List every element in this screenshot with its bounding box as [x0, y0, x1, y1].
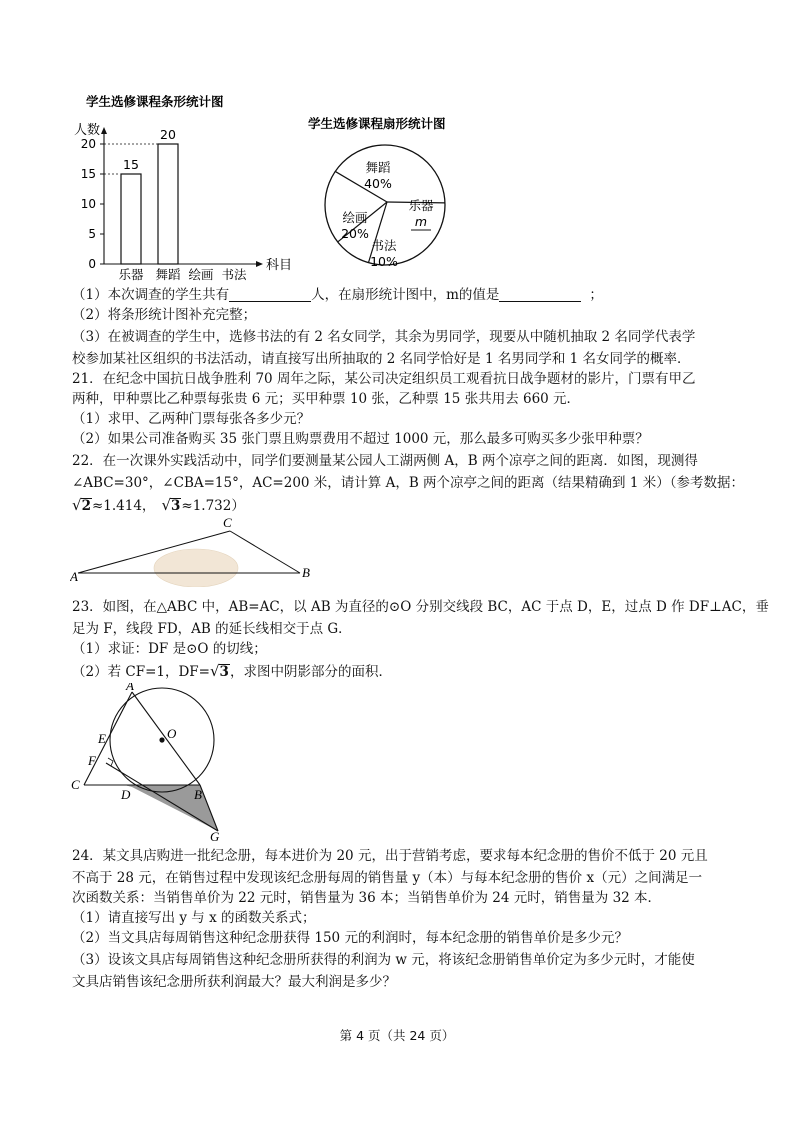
x-category-label: 绘画 [188, 267, 214, 282]
bar-chart [74, 90, 314, 285]
pie-chart [300, 110, 470, 275]
pie-slice-label: 乐器 [408, 198, 434, 213]
x-category-label: 书法 [221, 267, 247, 282]
q23-part1: （1）求证：DF 是⊙O 的切线； [72, 641, 267, 657]
bar-chart-ylabel: 人数 [74, 123, 101, 138]
x-category-label: 乐器 [118, 267, 144, 282]
segment-AB-diameter [132, 692, 200, 785]
pie-slice-value: 20% [341, 226, 369, 241]
point-G-label: G [210, 829, 220, 843]
pie-slice-label: 舞蹈 [365, 160, 391, 175]
pie-slice-label: 书法 [371, 238, 397, 253]
q24-stem-line1: 24．某文具店购进一批纪念册，每本进价为 20 元，出于营销考虑，要求每本纪念册的售价不低于 20 元且 [72, 848, 708, 864]
q22-stem-line1: 22．在一次课外实践活动中，同学们要测量某公园人工湖两侧 A，B 两个凉亭之间的距离．如图，现测得 [72, 453, 698, 469]
pie-chart-title: 学生选修课程扇形统计图 [308, 116, 446, 131]
q21-part1: （1）求甲、乙两种门票每张各多少元？ [72, 411, 311, 427]
bar [121, 174, 141, 264]
bar-data-label: 20 [160, 127, 176, 142]
q24-part1: （1）请直接写出 y 与 x 的函数关系式； [72, 910, 316, 926]
y-tick-label: 15 [80, 167, 96, 181]
figure-22-triangle [70, 515, 315, 587]
point-B-label: B [302, 565, 310, 580]
q20-part3-line2: 校参加某社区组织的书法活动，请直接写出所抽取的 2 名同学恰好是 1 名男同学和 1 名女同学的概率． [72, 351, 691, 367]
bar-chart-title: 学生选修课程条形统计图 [86, 94, 224, 109]
y-tick-label: 0 [88, 257, 96, 271]
answer-blank-total[interactable] [229, 287, 311, 302]
pie-slice-label: 绘画 [342, 210, 368, 225]
q20-part3-line1: （3）在被调查的学生中，选修书法的有 2 名女同学，其余为男同学，现要从中随机抽取 2 名同学代表学 [72, 329, 696, 345]
bar-chart-xlabel: 科目 [266, 258, 293, 273]
point-B-label: B [194, 787, 202, 802]
bar-data-label: 15 [123, 157, 139, 172]
q24-part3-line1: （3）设该文具店每周销售这种纪念册所获得的利润为 w 元，将该纪念册销售单价定为多少元时，才能使 [72, 952, 695, 968]
q21-part2: （2）如果公司准备购买 35 张门票且购票费用不超过 1000 元，那么最多可购买多少张甲种票？ [72, 431, 649, 447]
point-D-label: D [121, 787, 131, 802]
shaded-region [125, 785, 218, 831]
pie-chart-labels [341, 160, 434, 269]
q23-stem-line2: 足为 F，线段 FD，AB 的延长线相交于点 G． [72, 621, 352, 637]
bar [158, 144, 178, 264]
point-F-label: F [88, 753, 96, 768]
page-footer: 第 4 页（共 24 页） [339, 1028, 455, 1043]
point-A-label: A [126, 683, 134, 693]
figure-23-circle [70, 683, 230, 843]
segment-AC [84, 692, 132, 785]
point-O-label: O [167, 726, 177, 741]
point-C-label: C [223, 515, 232, 530]
q22-reference-data: √2≈1.414， √3≈1.732） [72, 496, 245, 514]
q24-part2: （2）当文具店每周销售这种纪念册获得 150 元的利润时，每本纪念册的销售单价是多少元？ [72, 930, 628, 946]
point-C-label: C [71, 777, 80, 792]
q20-part2: （2）将条形统计图补充完整； [72, 307, 257, 323]
q21-stem-line1: 21．在纪念中国抗日战争胜利 70 周年之际，某公司决定组织员工观看抗日战争题材的影片，门票有甲乙 [72, 371, 696, 387]
answer-blank-m[interactable] [499, 287, 581, 302]
x-axis-arrow [256, 261, 263, 267]
bar-chart-categories [118, 267, 247, 282]
q22-stem-line2: ∠ABC=30°，∠CBA=15°，AC=200 米，请计算 A，B 两个凉亭之间的距离（结果精确到 1 米）（参考数据： [72, 475, 744, 491]
lake-ellipse [154, 549, 238, 587]
q24-stem-line2: 不高于 28 元，在销售过程中发现该纪念册每周的销售量 y（本）与每本纪念册的售价 x（元）之间满足一 [72, 870, 703, 886]
bar-chart-axes [101, 127, 263, 267]
q23-stem-line1: 23．如图，在△ABC 中，AB=AC，以 AB 为直径的⊙O 分别交线段 BC，AC 于点 D，E，过点 D 作 DF⊥AC，垂 [72, 599, 769, 615]
pie-slice-value: 40% [364, 176, 392, 191]
center-point-O [159, 737, 164, 742]
q23-part2: （2）若 CF=1，DF=√3，求图中阴影部分的面积． [72, 662, 392, 680]
y-axis-arrow [101, 127, 107, 134]
x-category-label: 舞蹈 [155, 267, 181, 282]
q21-stem-line2: 两种，甲种票比乙种票每张贵 6 元；买甲种票 10 张，乙种票 15 张共用去 660 元． [72, 391, 581, 407]
pie-slice-value: 10% [370, 254, 398, 269]
bar-chart-bars [121, 127, 178, 264]
y-tick-label: 5 [88, 227, 96, 241]
y-tick-label: 10 [80, 197, 96, 211]
segment-CB [230, 531, 300, 573]
q24-part3-line2: 文具店销售该纪念册所获利润最大？最大利润是多少？ [72, 974, 396, 990]
q20-part1: （1）本次调查的学生共有 人，在扇形统计图中，m的值是 ； [72, 287, 603, 303]
q24-stem-line3: 次函数关系：当销售单价为 22 元时，销售量为 36 本；当销售单价为 24 元时，销售量为 32 本． [72, 890, 662, 906]
point-A-label: A [70, 569, 78, 584]
pie-slice-value: m [414, 214, 428, 229]
y-tick-label: 20 [80, 137, 96, 151]
point-E-label: E [98, 731, 106, 746]
bar-chart-ticks [81, 137, 160, 271]
